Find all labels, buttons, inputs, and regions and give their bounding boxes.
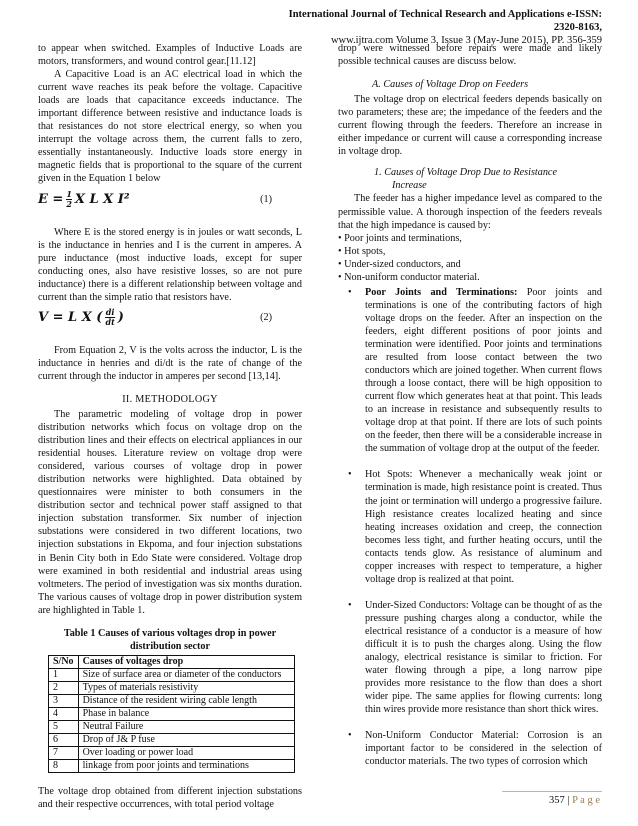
bullet-item (338, 729, 602, 768)
table-caption: Table 1 Causes of various voltages drop in power distribution sector (63, 627, 277, 652)
bullet-text: Poor joints and terminations is one of the contributing factors of high voltage drops on the feeder. After an inspection on the feeders, eight different positions of poor joints and termination were identified. Poor joints and terminations are resulted from loose contact between the two conductors which are joined together. When current flows through a loose contact, there will be high opposition to current flow which generates heat at that point. This leads to an increase in resistance and subsequently results to voltage drop at that point. If there are lots of such points on the feeder, then there will be a considerable increase in the summation of voltage drop at the output of the feeder. (365, 286, 602, 455)
section-heading: II. METHODOLOGY (122, 393, 218, 405)
page-label: P a g e (572, 795, 600, 806)
footer-rule (502, 791, 602, 792)
bullet-item (338, 286, 602, 456)
list-item: • Hot spots, (338, 245, 386, 257)
table-cell: 3 (49, 694, 79, 707)
table-row (49, 746, 295, 759)
paragraph: Where E is the stored energy is in joules or watt seconds, L is the inductance in henries and I is the current in amperes. A pure inductance (most inductive loads, except for super conducting ones, also have resistive losses, so are not pure inductance) there is a different relationship between voltage and current than the simple ratio that resistors have. (38, 226, 302, 303)
bullet-text: Corrosion is an important factor to be considered in the selection of conductor materials. The two types of corrosion which (365, 730, 602, 768)
table-cell: 7 (49, 746, 79, 759)
equation-formula: V = L X ( $\frac{di}{dt}$ ) (38, 307, 124, 328)
journal-issue-line: www.ijtra.com Volume 3, Issue 3 (May-June 2015), PP. 356-359 (330, 35, 602, 46)
bullet-list (338, 286, 602, 769)
table-cell: linkage from poor joints and terminations (78, 759, 294, 772)
page-footer (549, 795, 600, 806)
footer-separator: | (567, 795, 570, 806)
bullet-text: Voltage can be thought of as the pressure pushing charges along a conductor, while the electrical resistance of a conductor is a measure of how difficult it is to push the charges along. Using the flow analogy, electrical resistance is similar to friction. For water flowing through a pipe, a long narrow pipe provides more resistance to the flow than does a short wider pipe. The same applies for flowing currents: long thin wires provide more resistance than short thick wires. (365, 599, 602, 716)
table-cell: Over loading or power load (78, 746, 294, 759)
paragraph: From Equation 2, V is the volts across the inductor, L is the inductance in henries and di/dt is the rate of change of the current through the inductor in amperes per second [13,14]. (38, 344, 302, 382)
subsubsection-heading: 1. Causes of Voltage Drop Due to Resistance (374, 167, 557, 179)
list-item: • Non-uniform conductor material. (338, 271, 480, 283)
table-cell: Drop of J& P fuse (78, 733, 294, 746)
table-cell: 1 (49, 668, 79, 681)
bullet-lead: Under-Sized Conductors: (365, 599, 469, 611)
table-cell: 5 (49, 720, 79, 733)
table-row (49, 720, 295, 733)
equation-2 (38, 306, 302, 330)
bullet-text: Whenever a mechanically weak joint or termination is made, high resistance point is created. Thus the joint or termination will undergo a progressive failure. High resistance creates localized heating and since heating increases oxidation and creep, the connection becomes less tight, and further heating occurs, until the contacts tends glow. As resistance of aluminum and copper increases with respect to temperature, a higher voltage drop is realized at that point. (365, 469, 603, 585)
list-item: • Under-sized conductors, and (338, 258, 461, 270)
journal-title-line: International Journal of Technical Research and Applications e-ISSN: 2320-8163, (288, 9, 602, 33)
paragraph: drop were witnessed before repairs were made and likely possible technical causes are discuss below. (338, 43, 602, 68)
table-cell: Types of materials resistivity (78, 681, 294, 694)
table-row (49, 759, 295, 772)
table-cell: 2 (49, 681, 79, 694)
bullet-icon: • (348, 469, 352, 481)
cause-list (338, 232, 602, 284)
table-cell: 6 (49, 733, 79, 746)
paragraph: to appear when switched. Examples of Inductive Loads are motors, transformers, and wound control gear.[11.12] (38, 43, 302, 68)
equation-formula: E = $\frac{1}{2}$ X L X I² (38, 189, 130, 210)
table-row (49, 681, 295, 694)
bullet-icon: • (348, 730, 352, 742)
equation-1 (38, 188, 302, 212)
table-cell: Phase in balance (78, 707, 294, 720)
equation-number: (2) (260, 312, 272, 324)
bullet-item (338, 468, 602, 585)
table-header-cell: S/No (49, 655, 79, 668)
bullet-lead: Non-Uniform Conductor Material: (365, 730, 519, 742)
left-column (38, 42, 302, 811)
page-number: 357 (548, 795, 565, 806)
table-cell: Distance of the resident wiring cable length (78, 694, 294, 707)
table-cell: Neutral Failure (78, 720, 294, 733)
table-cell: 8 (49, 759, 79, 772)
table-row (49, 707, 295, 720)
list-item: • Poor joints and terminations, (338, 232, 462, 244)
paragraph: A Capacitive Load is an AC electrical load in which the current wave reaches its peak before the voltage. Capacitive loads are loads that capacitance exceeds inductance. The important difference between resistive and inductance loads is that resistances do not store electrical energy, so when you interrupt the voltage across them, the current falls to zero, essentially instantaneously. Inductive loads store energy in magnetic fields that is proportional to the square of the current given in the Equation 1 below (38, 69, 302, 185)
table-cell: Size of surface area or diameter of the conductors (78, 668, 294, 681)
equation-number: (1) (260, 193, 272, 205)
paragraph: The feeder has a higher impedance level as compared to the permissible value. A thorough inspection of the feeders reveals that the high impedance is caused by: (338, 193, 602, 231)
paragraph: The voltage drop obtained from different injection substations and their respective occurrences, with total period voltage (38, 785, 302, 810)
table-row (49, 733, 295, 746)
right-column (338, 42, 602, 781)
table-cell: 4 (49, 707, 79, 720)
table-row (49, 694, 295, 707)
bullet-icon: • (348, 286, 352, 298)
paragraph: The voltage drop on electrical feeders depends basically on two parameters; these are; the impedance of the feeders and the current flowing through the feeders. Therefore an increase in either impedance or current will cause a corresponding increase in voltage drop. (338, 94, 602, 158)
table-row (49, 668, 295, 681)
causes-table (48, 655, 295, 773)
subsection-heading: A. Causes of Voltage Drop on Feeders (372, 79, 529, 91)
subsubsection-heading-cont: Increase (392, 180, 427, 192)
bullet-item (338, 599, 602, 716)
paragraph: The parametric modeling of voltage drop in power distribution networks which focus on voltage drop on the distribution lines and their effects on electrical appliances in our residential houses. Literature review on voltage drop were considered, various courses of voltage drop in power distribution networks were highlighted. Data obtained by questionnaires were minister to both consumers in the distribution sector and technical power staff assigned to that injection substation transformer. Six number of injection substations were considered in two different locations, two injection substations in Ekpoma, and four injection substations in Benin City both in Edo State were considered. Voltage drop were examined in both residential and industrial areas using voltmeters. The period of investigation was six months duration. The various causes of voltage drop in power distribution system are highlighted in Table 1. (38, 408, 302, 616)
table-header-cell: Causes of voltages drop (78, 655, 294, 668)
table-header-row (49, 655, 295, 668)
bullet-lead: Poor Joints and Terminations: (365, 286, 518, 298)
bullet-lead: Hot Spots: (365, 469, 413, 481)
bullet-icon: • (348, 599, 352, 611)
